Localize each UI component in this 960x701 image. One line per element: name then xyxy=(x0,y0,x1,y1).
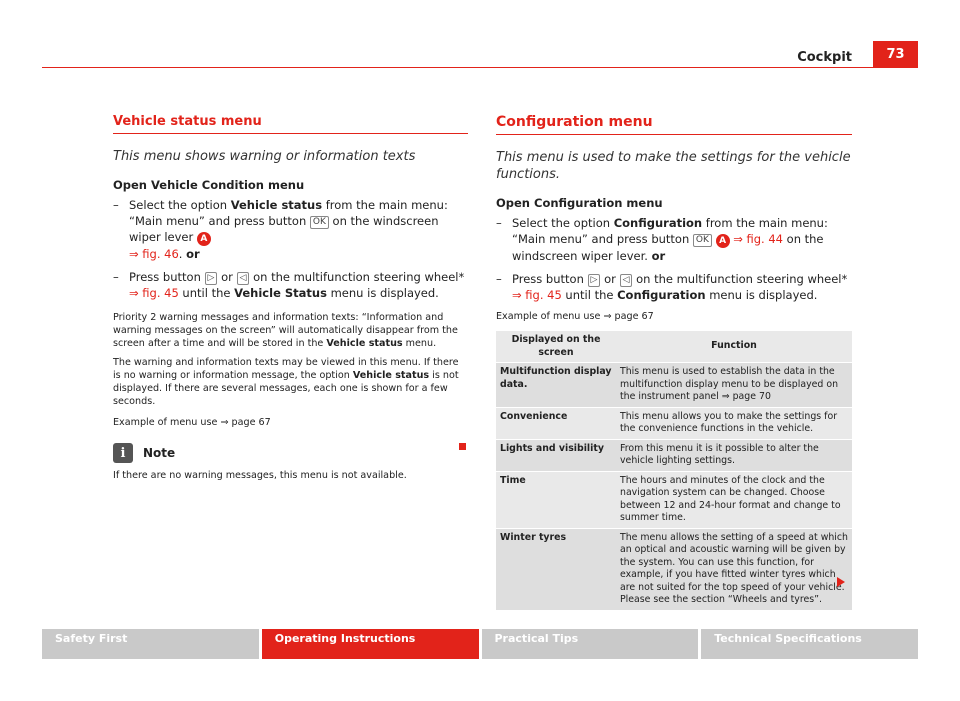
table-header-row xyxy=(496,331,852,363)
figure-reference-link[interactable]: ⇒ fig. 45 xyxy=(129,286,179,300)
ok-button-symbol: OK xyxy=(310,216,329,229)
paragraph: Priority 2 warning messages and information texts: “Information and warning messages on the screen” will automatically disappear from the screen after a time and will be stored in the Vehicle status menu. xyxy=(113,312,458,349)
left-arrow-button-icon: ◁ xyxy=(620,274,633,287)
page-reference: Example of menu use ⇒ page 67 xyxy=(496,311,654,322)
page-number: 73 xyxy=(873,41,918,68)
figure-reference-link[interactable]: ⇒ fig. 45 xyxy=(512,288,562,302)
table-row xyxy=(496,363,852,408)
table-row xyxy=(496,439,852,471)
tab-technical-specifications[interactable]: Technical Specifications xyxy=(701,629,918,659)
instruction-step: – Press button ▷ or ◁ on the multifunction steering wheel* ⇒ fig. 45 until the Configuration menu is displayed. xyxy=(496,272,848,302)
table-row xyxy=(496,471,852,528)
note-text: If there are no warning messages, this menu is not available. xyxy=(113,470,407,481)
column-header: Displayed on the screen xyxy=(496,331,616,363)
tab-practical-tips[interactable]: Practical Tips xyxy=(482,629,699,659)
info-icon: i xyxy=(113,443,133,463)
section-title: Configuration menu xyxy=(496,114,852,135)
chapter-title: Cockpit xyxy=(797,50,852,65)
instruction-step: – Press button ▷ or ◁ on the multifunction steering wheel* ⇒ fig. 45 until the Vehicle Status menu is displayed. xyxy=(113,270,465,300)
right-arrow-button-icon: ▷ xyxy=(588,274,601,287)
section-title: Vehicle status menu xyxy=(113,114,468,134)
row-label: Lights and visibility xyxy=(496,439,616,471)
row-label: Convenience xyxy=(496,407,616,439)
footer-nav xyxy=(42,629,918,659)
paragraph: The warning and information texts may be viewed in this menu. If there is no warning or information message, the option Vehicle status is not displayed. If there are several messages, each one is shown for a few seconds. xyxy=(113,357,459,407)
tab-safety-first[interactable]: Safety First xyxy=(42,629,259,659)
open-menu-heading: Open Configuration menu xyxy=(496,196,663,210)
open-menu-heading: Open Vehicle Condition menu xyxy=(113,178,305,192)
section-intro: This menu is used to make the settings for the vehicle functions. xyxy=(496,150,851,182)
figure-reference-link[interactable]: ⇒ fig. 46 xyxy=(129,247,179,261)
row-text: This menu allows you to make the settings for the convenience functions in the vehicle. xyxy=(616,407,852,439)
section-intro: This menu shows warning or information texts xyxy=(113,149,416,164)
row-text: From this menu it is it possible to alter the vehicle lighting settings. xyxy=(616,439,852,471)
figure-reference-link[interactable]: ⇒ fig. 44 xyxy=(733,232,783,246)
row-label: Winter tyres xyxy=(496,528,616,610)
callout-a-icon: A xyxy=(716,234,730,248)
column-header: Function xyxy=(616,331,852,363)
row-text: The hours and minutes of the clock and the navigation system can be changed. Choose between 12 and 24-hour format and change to summer time. xyxy=(616,471,852,528)
table-row xyxy=(496,528,852,610)
configuration-section xyxy=(496,114,852,611)
row-text: This menu is used to establish the data in the multifunction display menu to be displayed on the instrument panel ⇒ page 70 xyxy=(616,363,852,408)
row-label: Time xyxy=(496,471,616,528)
ok-button-symbol: OK xyxy=(693,234,712,247)
page-reference: Example of menu use ⇒ page 67 xyxy=(113,417,271,428)
table-row xyxy=(496,407,852,439)
header-divider xyxy=(42,67,918,68)
continue-arrow-icon xyxy=(837,577,845,587)
instruction-step: – Select the option Configuration from the main menu: “Main menu” and press button OK A ⇒ fig. 44 on the windscreen wiper lever. or xyxy=(496,216,828,263)
right-arrow-button-icon: ▷ xyxy=(205,272,218,285)
configuration-table xyxy=(496,331,852,611)
tab-operating-instructions[interactable]: Operating Instructions xyxy=(262,629,479,659)
callout-a-icon: A xyxy=(197,232,211,246)
instruction-step: – Select the option Vehicle status from the main menu: “Main menu” and press button OK on the windscreen wiper lever A ⇒ fig. 46. or xyxy=(113,198,448,261)
row-label: Multifunction display data. xyxy=(496,363,616,408)
left-arrow-button-icon: ◁ xyxy=(237,272,250,285)
section-end-marker xyxy=(459,443,466,450)
note-box xyxy=(113,443,468,463)
row-text: The menu allows the setting of a speed at which an optical and acoustic warning will be given by the system. You can use this function, for example, if you have fitted winter tyres which are not suited for the top speed of your vehicle. Please see the section “Wheels and tyres”. xyxy=(616,528,852,610)
vehicle-status-section xyxy=(113,114,468,482)
note-title: Note xyxy=(143,446,176,460)
